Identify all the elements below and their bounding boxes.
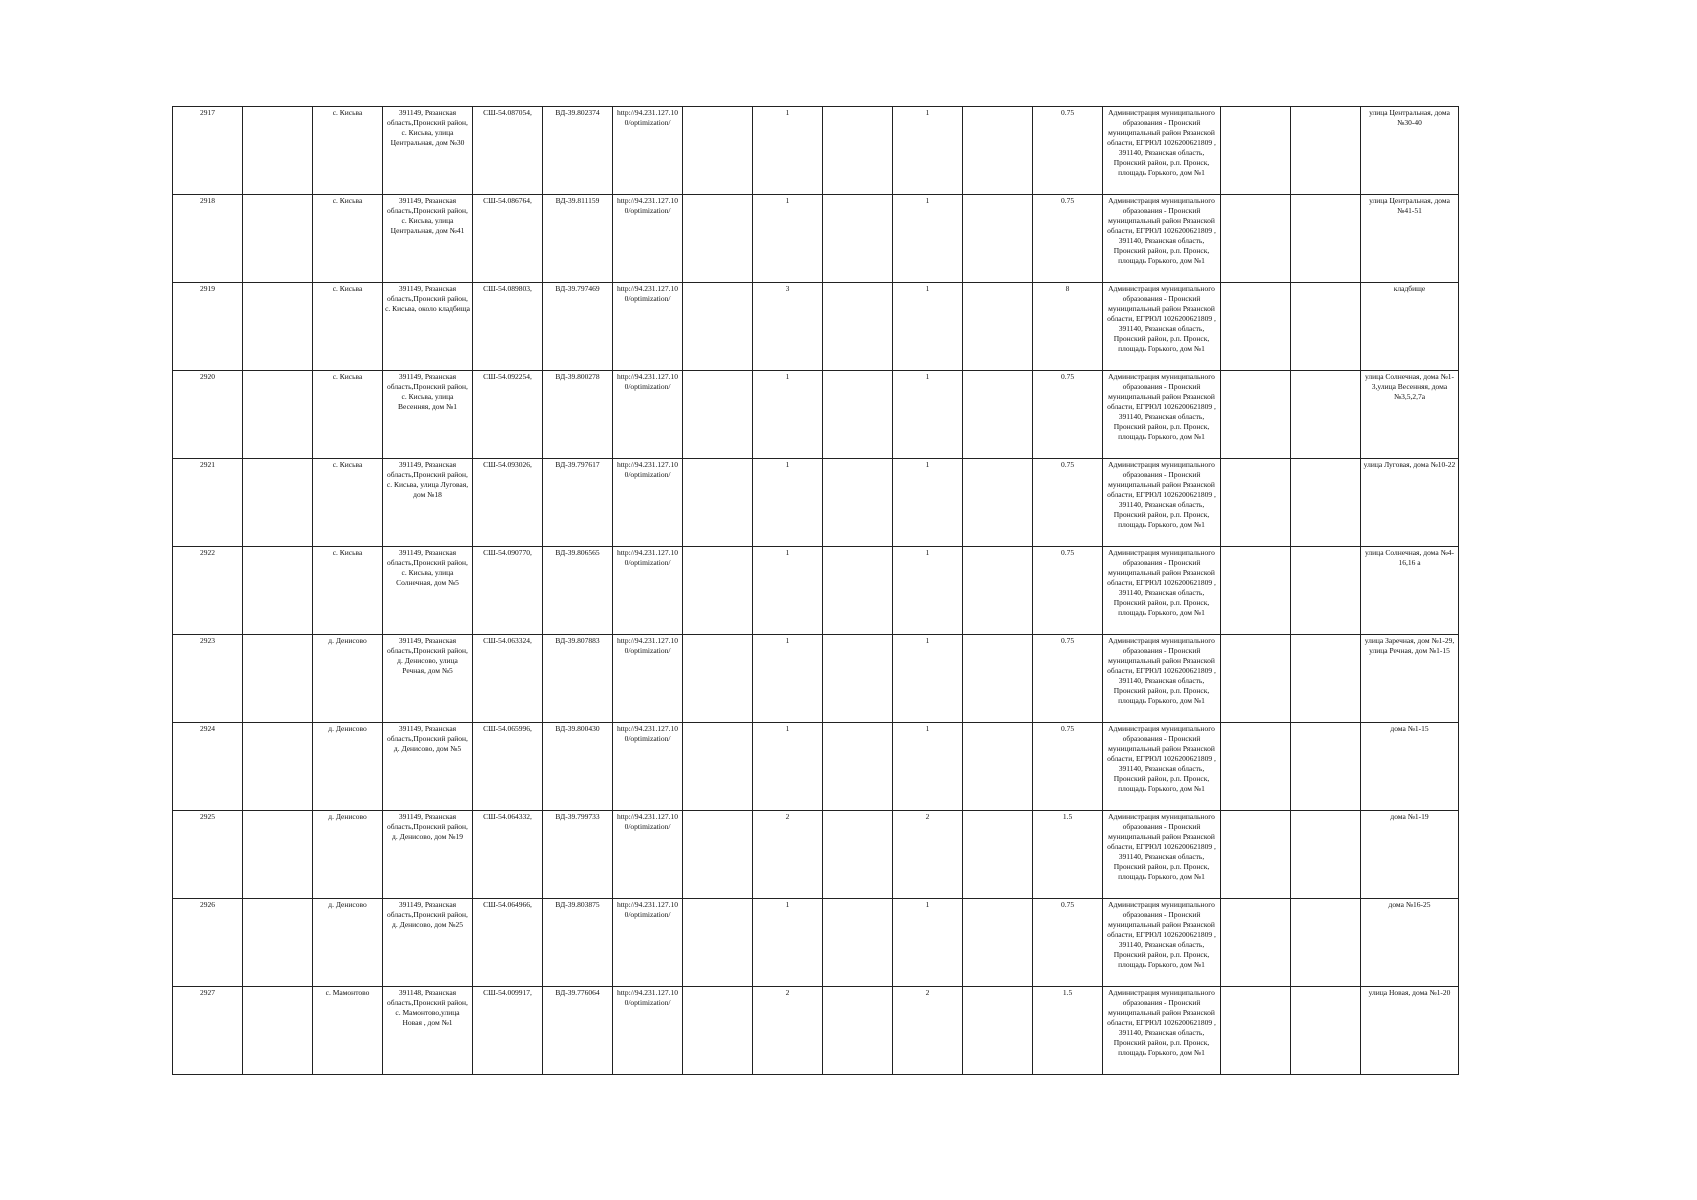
latitude-cell: СШ-54.063324,	[473, 635, 543, 723]
empty-cell	[963, 107, 1033, 195]
volume-cell: 0.75	[1033, 899, 1103, 987]
empty-cell	[1221, 987, 1291, 1075]
container-count-cell: 1	[753, 107, 823, 195]
empty-cell	[1291, 635, 1361, 723]
volume-cell: 0.75	[1033, 547, 1103, 635]
owner-cell: Администрация муниципального образования - Пронский муниципальный район Рязанской области, ЕГРЮЛ 1026200621809 , 391140, Рязанская область, Пронский район, р.п. Пронск, площадь Горького, дом №1	[1103, 723, 1221, 811]
container-count-cell: 2	[753, 987, 823, 1075]
empty-cell	[243, 899, 313, 987]
address-cell: 391149, Рязанская область,Пронский район, д. Денисово, дом №19	[383, 811, 473, 899]
empty-cell	[1291, 107, 1361, 195]
latitude-cell: СШ-54.090770,	[473, 547, 543, 635]
settlement-cell: д. Денисово	[313, 723, 383, 811]
empty-cell	[823, 459, 893, 547]
settlement-cell: д. Денисово	[313, 899, 383, 987]
sources-cell: дома №1-15	[1361, 723, 1459, 811]
settlement-cell: д. Денисово	[313, 811, 383, 899]
empty-cell	[1291, 371, 1361, 459]
empty-cell	[823, 899, 893, 987]
row-number-cell: 2926	[173, 899, 243, 987]
container-count-cell: 3	[753, 283, 823, 371]
latitude-cell: СШ-54.087054,	[473, 107, 543, 195]
longitude-cell: ВД-39.800278	[543, 371, 613, 459]
empty-cell	[1291, 283, 1361, 371]
url-cell: http://94.231.127.10 0/optimization/	[613, 107, 683, 195]
volume-cell: 0.75	[1033, 195, 1103, 283]
longitude-cell: ВД-39.776064	[543, 987, 613, 1075]
settlement-cell: с. Кисьва	[313, 107, 383, 195]
longitude-cell: ВД-39.797617	[543, 459, 613, 547]
empty-cell	[823, 723, 893, 811]
row-number-cell: 2920	[173, 371, 243, 459]
container-count-cell: 1	[753, 459, 823, 547]
container-planned-cell: 2	[893, 987, 963, 1075]
owner-cell: Администрация муниципального образования - Пронский муниципальный район Рязанской области, ЕГРЮЛ 1026200621809 , 391140, Рязанская область, Пронский район, р.п. Пронск, площадь Горького, дом №1	[1103, 107, 1221, 195]
empty-cell	[963, 283, 1033, 371]
longitude-cell: ВД-39.806565	[543, 547, 613, 635]
container-count-cell: 2	[753, 811, 823, 899]
sources-cell: улица Солнечная, дома №1-3,улица Весенняя, дома №3,5,2,7а	[1361, 371, 1459, 459]
empty-cell	[823, 195, 893, 283]
sources-cell: улица Заречная, дом №1-29, улица Речная, дом №1-15	[1361, 635, 1459, 723]
table-row	[173, 547, 1459, 635]
owner-cell: Администрация муниципального образования - Пронский муниципальный район Рязанской области, ЕГРЮЛ 1026200621809 , 391140, Рязанская область, Пронский район, р.п. Пронск, площадь Горького, дом №1	[1103, 371, 1221, 459]
owner-cell: Администрация муниципального образования - Пронский муниципальный район Рязанской области, ЕГРЮЛ 1026200621809 , 391140, Рязанская область, Пронский район, р.п. Пронск, площадь Горького, дом №1	[1103, 899, 1221, 987]
empty-cell	[683, 987, 753, 1075]
volume-cell: 0.75	[1033, 459, 1103, 547]
empty-cell	[683, 899, 753, 987]
sources-cell: улица Новая, дома №1-20	[1361, 987, 1459, 1075]
container-planned-cell: 1	[893, 107, 963, 195]
empty-cell	[963, 635, 1033, 723]
empty-cell	[1221, 723, 1291, 811]
empty-cell	[1291, 547, 1361, 635]
empty-cell	[683, 547, 753, 635]
container-count-cell: 1	[753, 547, 823, 635]
volume-cell: 0.75	[1033, 107, 1103, 195]
container-planned-cell: 1	[893, 283, 963, 371]
row-number-cell: 2923	[173, 635, 243, 723]
address-cell: 391149, Рязанская область,Пронский район, д. Денисово, дом №5	[383, 723, 473, 811]
address-cell: 391149, Рязанская область,Пронский район, с. Кисьва, улица Солнечная, дом №5	[383, 547, 473, 635]
url-cell: http://94.231.127.10 0/optimization/	[613, 723, 683, 811]
table-row	[173, 635, 1459, 723]
container-count-cell: 1	[753, 195, 823, 283]
owner-cell: Администрация муниципального образования - Пронский муниципальный район Рязанской области, ЕГРЮЛ 1026200621809 , 391140, Рязанская область, Пронский район, р.п. Пронск, площадь Горького, дом №1	[1103, 987, 1221, 1075]
sources-cell: улица Центральная, дома №30-40	[1361, 107, 1459, 195]
empty-cell	[1291, 459, 1361, 547]
empty-cell	[683, 459, 753, 547]
address-cell: 391149, Рязанская область,Пронский район, с. Кисьва, улица Центральная, дом №30	[383, 107, 473, 195]
longitude-cell: ВД-39.811159	[543, 195, 613, 283]
empty-cell	[823, 987, 893, 1075]
latitude-cell: СШ-54.086764,	[473, 195, 543, 283]
empty-cell	[1221, 899, 1291, 987]
volume-cell: 0.75	[1033, 723, 1103, 811]
latitude-cell: СШ-54.064332,	[473, 811, 543, 899]
empty-cell	[243, 635, 313, 723]
latitude-cell: СШ-54.009917,	[473, 987, 543, 1075]
empty-cell	[243, 723, 313, 811]
latitude-cell: СШ-54.092254,	[473, 371, 543, 459]
empty-cell	[683, 723, 753, 811]
container-count-cell: 1	[753, 371, 823, 459]
volume-cell: 0.75	[1033, 635, 1103, 723]
url-cell: http://94.231.127.10 0/optimization/	[613, 987, 683, 1075]
empty-cell	[683, 635, 753, 723]
latitude-cell: СШ-54.089803,	[473, 283, 543, 371]
settlement-cell: с. Кисьва	[313, 195, 383, 283]
volume-cell: 0.75	[1033, 371, 1103, 459]
empty-cell	[1221, 283, 1291, 371]
empty-cell	[823, 107, 893, 195]
table-row	[173, 107, 1459, 195]
volume-cell: 1.5	[1033, 811, 1103, 899]
registry-table	[172, 106, 1459, 1075]
settlement-cell: с. Мамонтово	[313, 987, 383, 1075]
empty-cell	[823, 371, 893, 459]
longitude-cell: ВД-39.803875	[543, 899, 613, 987]
url-cell: http://94.231.127.10 0/optimization/	[613, 635, 683, 723]
container-count-cell: 1	[753, 899, 823, 987]
url-cell: http://94.231.127.10 0/optimization/	[613, 899, 683, 987]
empty-cell	[243, 811, 313, 899]
table-row	[173, 987, 1459, 1075]
empty-cell	[823, 635, 893, 723]
table-row	[173, 371, 1459, 459]
empty-cell	[963, 811, 1033, 899]
empty-cell	[963, 459, 1033, 547]
empty-cell	[243, 459, 313, 547]
row-number-cell: 2924	[173, 723, 243, 811]
empty-cell	[1221, 811, 1291, 899]
container-planned-cell: 1	[893, 459, 963, 547]
address-cell: 391149, Рязанская область,Пронский район, с. Кисьва, улица Луговая, дом №18	[383, 459, 473, 547]
empty-cell	[243, 195, 313, 283]
volume-cell: 1.5	[1033, 987, 1103, 1075]
owner-cell: Администрация муниципального образования - Пронский муниципальный район Рязанской области, ЕГРЮЛ 1026200621809 , 391140, Рязанская область, Пронский район, р.п. Пронск, площадь Горького, дом №1	[1103, 195, 1221, 283]
table-row	[173, 811, 1459, 899]
address-cell: 391148, Рязанская область,Пронский район, с. Мамонтово,улица Новая , дом №1	[383, 987, 473, 1075]
sources-cell: улица Луговая, дома №10-22	[1361, 459, 1459, 547]
row-number-cell: 2925	[173, 811, 243, 899]
longitude-cell: ВД-39.799733	[543, 811, 613, 899]
sources-cell: дома №1-19	[1361, 811, 1459, 899]
longitude-cell: ВД-39.800430	[543, 723, 613, 811]
row-number-cell: 2921	[173, 459, 243, 547]
empty-cell	[683, 107, 753, 195]
empty-cell	[963, 899, 1033, 987]
longitude-cell: ВД-39.807883	[543, 635, 613, 723]
settlement-cell: д. Денисово	[313, 635, 383, 723]
url-cell: http://94.231.127.10 0/optimization/	[613, 283, 683, 371]
empty-cell	[1221, 107, 1291, 195]
url-cell: http://94.231.127.10 0/optimization/	[613, 195, 683, 283]
latitude-cell: СШ-54.064966,	[473, 899, 543, 987]
empty-cell	[1291, 899, 1361, 987]
url-cell: http://94.231.127.10 0/optimization/	[613, 811, 683, 899]
latitude-cell: СШ-54.093026,	[473, 459, 543, 547]
container-planned-cell: 1	[893, 195, 963, 283]
registry-table-body	[173, 107, 1459, 1075]
longitude-cell: ВД-39.797469	[543, 283, 613, 371]
empty-cell	[963, 723, 1033, 811]
owner-cell: Администрация муниципального образования - Пронский муниципальный район Рязанской области, ЕГРЮЛ 1026200621809 , 391140, Рязанская область, Пронский район, р.п. Пронск, площадь Горького, дом №1	[1103, 811, 1221, 899]
empty-cell	[1291, 987, 1361, 1075]
url-cell: http://94.231.127.10 0/optimization/	[613, 547, 683, 635]
settlement-cell: с. Кисьва	[313, 371, 383, 459]
table-row	[173, 723, 1459, 811]
url-cell: http://94.231.127.10 0/optimization/	[613, 459, 683, 547]
empty-cell	[1291, 811, 1361, 899]
empty-cell	[823, 811, 893, 899]
owner-cell: Администрация муниципального образования - Пронский муниципальный район Рязанской области, ЕГРЮЛ 1026200621809 , 391140, Рязанская область, Пронский район, р.п. Пронск, площадь Горького, дом №1	[1103, 459, 1221, 547]
sources-cell: улица Центральная, дома №41-51	[1361, 195, 1459, 283]
empty-cell	[1291, 723, 1361, 811]
owner-cell: Администрация муниципального образования - Пронский муниципальный район Рязанской области, ЕГРЮЛ 1026200621809 , 391140, Рязанская область, Пронский район, р.п. Пронск, площадь Горького, дом №1	[1103, 635, 1221, 723]
container-count-cell: 1	[753, 723, 823, 811]
empty-cell	[963, 547, 1033, 635]
sources-cell: кладбище	[1361, 283, 1459, 371]
empty-cell	[1291, 195, 1361, 283]
settlement-cell: с. Кисьва	[313, 283, 383, 371]
row-number-cell: 2922	[173, 547, 243, 635]
table-row	[173, 899, 1459, 987]
table-row	[173, 195, 1459, 283]
container-planned-cell: 2	[893, 811, 963, 899]
volume-cell: 8	[1033, 283, 1103, 371]
empty-cell	[243, 987, 313, 1075]
empty-cell	[1221, 195, 1291, 283]
settlement-cell: с. Кисьва	[313, 459, 383, 547]
empty-cell	[1221, 459, 1291, 547]
empty-cell	[683, 283, 753, 371]
row-number-cell: 2917	[173, 107, 243, 195]
empty-cell	[963, 195, 1033, 283]
row-number-cell: 2918	[173, 195, 243, 283]
sources-cell: улица Солнечная, дома №4-16,16 а	[1361, 547, 1459, 635]
empty-cell	[683, 371, 753, 459]
empty-cell	[823, 283, 893, 371]
empty-cell	[683, 195, 753, 283]
empty-cell	[963, 987, 1033, 1075]
longitude-cell: ВД-39.802374	[543, 107, 613, 195]
container-planned-cell: 1	[893, 899, 963, 987]
address-cell: 391149, Рязанская область,Пронский район, с. Кисьва, улица Центральная, дом №41	[383, 195, 473, 283]
table-row	[173, 459, 1459, 547]
address-cell: 391149, Рязанская область,Пронский район, с. Кисьва, улица Весенняя, дом №1	[383, 371, 473, 459]
table-row	[173, 283, 1459, 371]
latitude-cell: СШ-54.065996,	[473, 723, 543, 811]
owner-cell: Администрация муниципального образования - Пронский муниципальный район Рязанской области, ЕГРЮЛ 1026200621809 , 391140, Рязанская область, Пронский район, р.п. Пронск, площадь Горького, дом №1	[1103, 547, 1221, 635]
url-cell: http://94.231.127.10 0/optimization/	[613, 371, 683, 459]
container-planned-cell: 1	[893, 723, 963, 811]
empty-cell	[1221, 547, 1291, 635]
empty-cell	[1221, 371, 1291, 459]
container-count-cell: 1	[753, 635, 823, 723]
empty-cell	[683, 811, 753, 899]
empty-cell	[243, 107, 313, 195]
container-planned-cell: 1	[893, 547, 963, 635]
owner-cell: Администрация муниципального образования - Пронский муниципальный район Рязанской области, ЕГРЮЛ 1026200621809 , 391140, Рязанская область, Пронский район, р.п. Пронск, площадь Горького, дом №1	[1103, 283, 1221, 371]
settlement-cell: с. Кисьва	[313, 547, 383, 635]
address-cell: 391149, Рязанская область,Пронский район, с. Кисьва, около кладбища	[383, 283, 473, 371]
empty-cell	[1221, 635, 1291, 723]
empty-cell	[823, 547, 893, 635]
container-planned-cell: 1	[893, 635, 963, 723]
empty-cell	[243, 547, 313, 635]
address-cell: 391149, Рязанская область,Пронский район, д. Денисово, дом №25	[383, 899, 473, 987]
empty-cell	[963, 371, 1033, 459]
row-number-cell: 2927	[173, 987, 243, 1075]
empty-cell	[243, 283, 313, 371]
sources-cell: дома №16-25	[1361, 899, 1459, 987]
row-number-cell: 2919	[173, 283, 243, 371]
container-planned-cell: 1	[893, 371, 963, 459]
address-cell: 391149, Рязанская область,Пронский район, д. Денисово, улица Речная, дом №5	[383, 635, 473, 723]
empty-cell	[243, 371, 313, 459]
